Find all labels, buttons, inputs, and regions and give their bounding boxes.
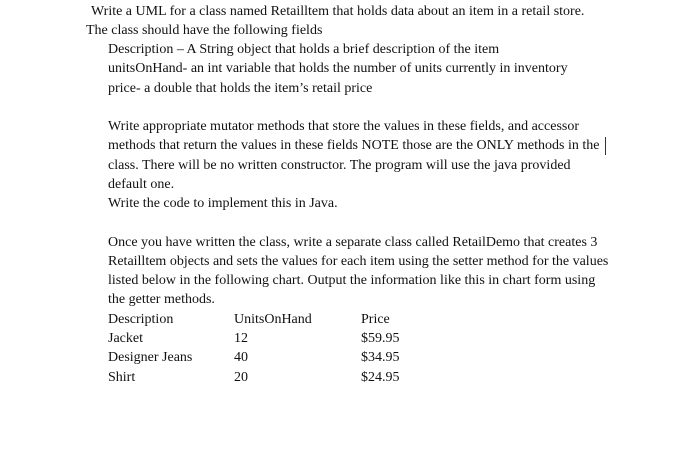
cell-price: $59.95: [361, 331, 400, 346]
demo-line-2: Retailltem objects and sets the values for each item using the setter method for the values: [108, 254, 609, 269]
header-units-on-hand: UnitsOnHand: [234, 312, 312, 327]
demo-line-1: Once you have written the class, write a separate class called RetailDemo that creates 3: [108, 235, 598, 250]
methods-line-1: Write appropriate mutator methods that store the values in these fields, and accessor: [108, 119, 580, 134]
cell-description: Shirt: [108, 370, 136, 385]
demo-line-4: the getter methods.: [108, 292, 215, 307]
cell-price: $34.95: [361, 350, 400, 365]
cell-description: Designer Jeans: [108, 350, 193, 365]
header-description: Description: [108, 312, 174, 327]
methods-line-3: class. There will be no written constructor. The program will use the java provided: [108, 158, 571, 173]
field-units-on-hand: unitsOnHand- an int variable that holds the number of units currently in inventory: [108, 61, 568, 76]
implement-line: Write the code to implement this in Java.: [108, 196, 338, 211]
cell-description: Jacket: [108, 331, 143, 346]
cell-units: 12: [234, 331, 248, 346]
field-description: Description – A String object that holds a brief description of the item: [108, 42, 500, 57]
cell-units: 20: [234, 370, 248, 385]
cell-units: 40: [234, 350, 248, 365]
field-price: price- a double that holds the item’s retail price: [108, 81, 373, 96]
demo-line-3: listed below in the following chart. Output the information like this in chart form using: [108, 273, 596, 288]
header-price: Price: [361, 312, 390, 327]
intro-line-1: Write a UML for a class named Retailltem that holds data about an item in a retail store.: [91, 4, 585, 19]
cell-price: $24.95: [361, 370, 400, 385]
methods-line-2: methods that return the values in these fields NOTE those are the ONLY methods in the: [108, 138, 600, 153]
text-cursor: [605, 137, 606, 155]
methods-line-4: default one.: [108, 177, 175, 192]
intro-line-2: The class should have the following fields: [86, 23, 323, 38]
